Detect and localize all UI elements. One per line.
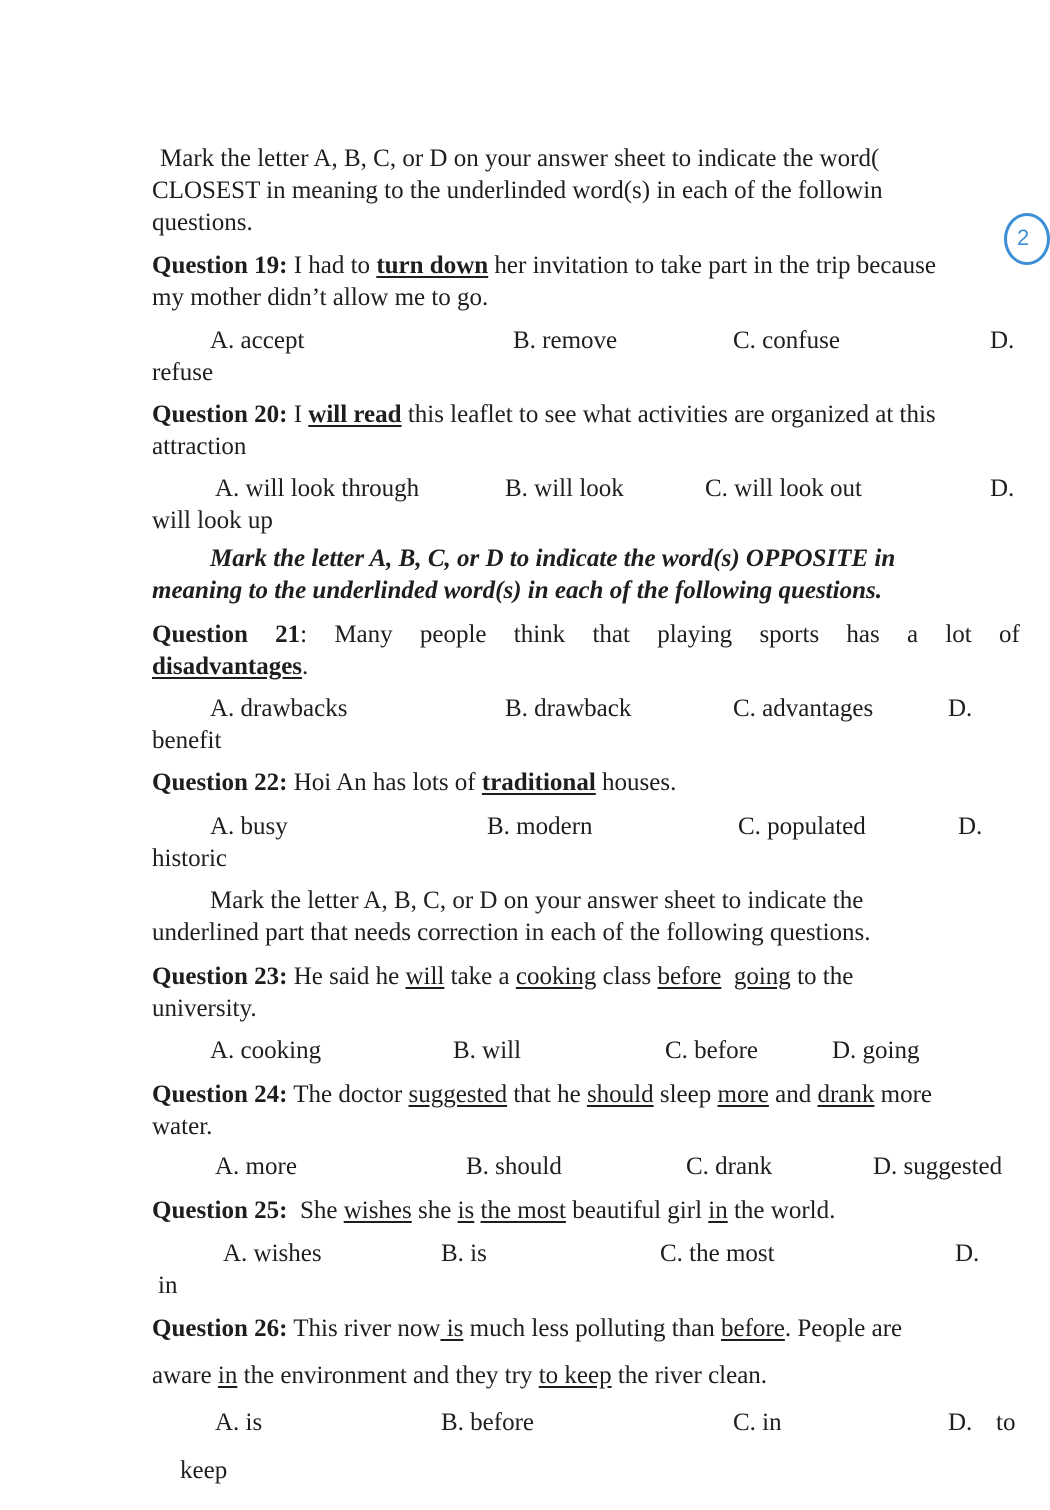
q21-option-d-text[interactable]: benefit	[152, 727, 222, 754]
q22-option-c[interactable]: C. populated	[738, 813, 866, 840]
question-24: Question 24: The doctor suggested that he should sleep more and drank more	[152, 1081, 933, 1108]
question-20-label: Question 20:	[152, 401, 288, 428]
q26-option-b[interactable]: B. before	[441, 1409, 535, 1436]
q19-option-d[interactable]: D.	[990, 327, 1015, 354]
q22-option-d[interactable]: D.	[958, 813, 983, 840]
q26-option-d-text[interactable]: keep	[180, 1457, 228, 1484]
instruction-corrections-line1: Mark the letter A, B, C, or D on your answer sheet to indicate the	[210, 887, 864, 914]
question-23-line2: university.	[152, 995, 257, 1022]
instruction-corrections-line2: underlined part that needs correction in each of the following questions.	[152, 919, 871, 946]
underlined-word: wishes	[343, 1197, 412, 1224]
question-21: Question 21: Many people think that playing sports has a lot of	[152, 619, 1020, 651]
underlined-word: should	[586, 1081, 654, 1108]
underlined-word: before	[657, 963, 722, 990]
instruction-synonyms-line3: questions.	[152, 209, 253, 236]
q24-option-c[interactable]: C. drank	[686, 1153, 773, 1180]
q26-option-a[interactable]: A. is	[215, 1409, 263, 1436]
question-26-line2: aware in the environment and they try to keep the river clean.	[152, 1362, 768, 1389]
underlined-word: will	[405, 963, 445, 990]
q23-option-a[interactable]: A. cooking	[210, 1037, 322, 1064]
underlined-phrase: will read	[308, 401, 402, 428]
q20-option-c[interactable]: C. will look out	[705, 475, 862, 502]
question-25-label: Question 25:	[152, 1197, 288, 1224]
underlined-word: suggested	[408, 1081, 508, 1108]
instruction-synonyms-line1: Mark the letter A, B, C, or D on your answer sheet to indicate the word(	[160, 145, 880, 172]
q19-option-a[interactable]: A. accept	[210, 327, 305, 354]
question-20-line2: attraction	[152, 433, 247, 460]
q21-option-a[interactable]: A. drawbacks	[210, 695, 348, 722]
q20-option-d[interactable]: D.	[990, 475, 1015, 502]
q23-option-c[interactable]: C. before	[665, 1037, 759, 1064]
instruction-opposites-line2: meaning to the underlinded word(s) in each of the following questions.	[152, 577, 882, 604]
q22-option-a[interactable]: A. busy	[210, 813, 288, 840]
question-23-label: Question 23:	[152, 963, 288, 990]
underlined-word: is	[440, 1315, 464, 1342]
question-20: Question 20: I will read this leaflet to see what activities are organized at this	[152, 401, 936, 428]
underlined-word: going	[733, 963, 791, 990]
underlined-word: more	[717, 1081, 769, 1108]
q21-option-b[interactable]: B. drawback	[505, 695, 632, 722]
underlined-word: cooking	[515, 963, 597, 990]
question-22-label: Question 22:	[152, 769, 288, 796]
underlined-word: is	[457, 1197, 475, 1224]
q22-option-d-text[interactable]: historic	[152, 845, 227, 872]
q19-option-c[interactable]: C. confuse	[733, 327, 840, 354]
instruction-synonyms-line2: CLOSEST in meaning to the underlinded word(s) in each of the followin	[152, 177, 883, 204]
question-21-label: Question	[152, 621, 248, 648]
q26-option-c[interactable]: C. in	[733, 1409, 782, 1436]
q19-option-b[interactable]: B. remove	[513, 327, 618, 354]
question-21-line2: disadvantages.	[152, 653, 309, 680]
q20-option-b[interactable]: B. will look	[505, 475, 624, 502]
question-19-line2: my mother didn’t allow me to go.	[152, 284, 489, 311]
q25-option-d-text[interactable]: in	[158, 1272, 178, 1299]
question-19-label: Question 19:	[152, 252, 288, 279]
underlined-word: before	[721, 1315, 785, 1342]
q25-option-d[interactable]: D.	[955, 1240, 980, 1267]
q26-option-d[interactable]: D.	[948, 1409, 973, 1436]
question-25: Question 25: She wishes she is the most beautiful girl in the world.	[152, 1197, 836, 1224]
q22-option-b[interactable]: B. modern	[487, 813, 593, 840]
q25-option-c[interactable]: C. the most	[660, 1240, 775, 1267]
q25-option-a[interactable]: A. wishes	[223, 1240, 322, 1267]
question-19: Question 19: I had to turn down her invitation to take part in the trip because	[152, 252, 936, 279]
question-21-number: 21	[275, 621, 301, 648]
q23-option-d[interactable]: D. going	[832, 1037, 920, 1064]
underlined-phrase: disadvantages	[152, 653, 303, 680]
underlined-phrase: turn down	[376, 252, 489, 279]
underlined-word: drank	[817, 1081, 875, 1108]
underlined-word: in	[708, 1197, 728, 1224]
question-26-label: Question 26:	[152, 1315, 288, 1342]
q21-option-d[interactable]: D.	[948, 695, 973, 722]
q24-option-b[interactable]: B. should	[466, 1153, 562, 1180]
q21-option-c[interactable]: C. advantages	[733, 695, 874, 722]
q19-option-d-text[interactable]: refuse	[152, 359, 214, 386]
question-23: Question 23: He said he will take a cooking class before going to the	[152, 963, 854, 990]
question-26: Question 26: This river now is much less polluting than before. People are	[152, 1315, 903, 1342]
question-22: Question 22: Hoi An has lots of traditional houses.	[152, 769, 677, 796]
question-24-line2: water.	[152, 1113, 213, 1140]
underlined-phrase: traditional	[481, 769, 596, 796]
q24-option-d[interactable]: D. suggested	[873, 1153, 1003, 1180]
underlined-word: in	[217, 1362, 238, 1389]
q20-option-a[interactable]: A. will look through	[215, 475, 420, 502]
q26-option-d-word[interactable]: to	[996, 1409, 1016, 1436]
q20-option-d-text[interactable]: will look up	[152, 507, 273, 534]
edge-badge-icon: 2	[1004, 213, 1050, 265]
instruction-opposites-line1: Mark the letter A, B, C, or D to indicate the word(s) OPPOSITE in	[210, 545, 896, 572]
q24-option-a[interactable]: A. more	[215, 1153, 297, 1180]
q23-option-b[interactable]: B. will	[453, 1037, 522, 1064]
underlined-word: to keep	[538, 1362, 612, 1389]
question-24-label: Question 24:	[152, 1081, 288, 1108]
underlined-word: the most	[480, 1197, 566, 1224]
q25-option-b[interactable]: B. is	[441, 1240, 487, 1267]
